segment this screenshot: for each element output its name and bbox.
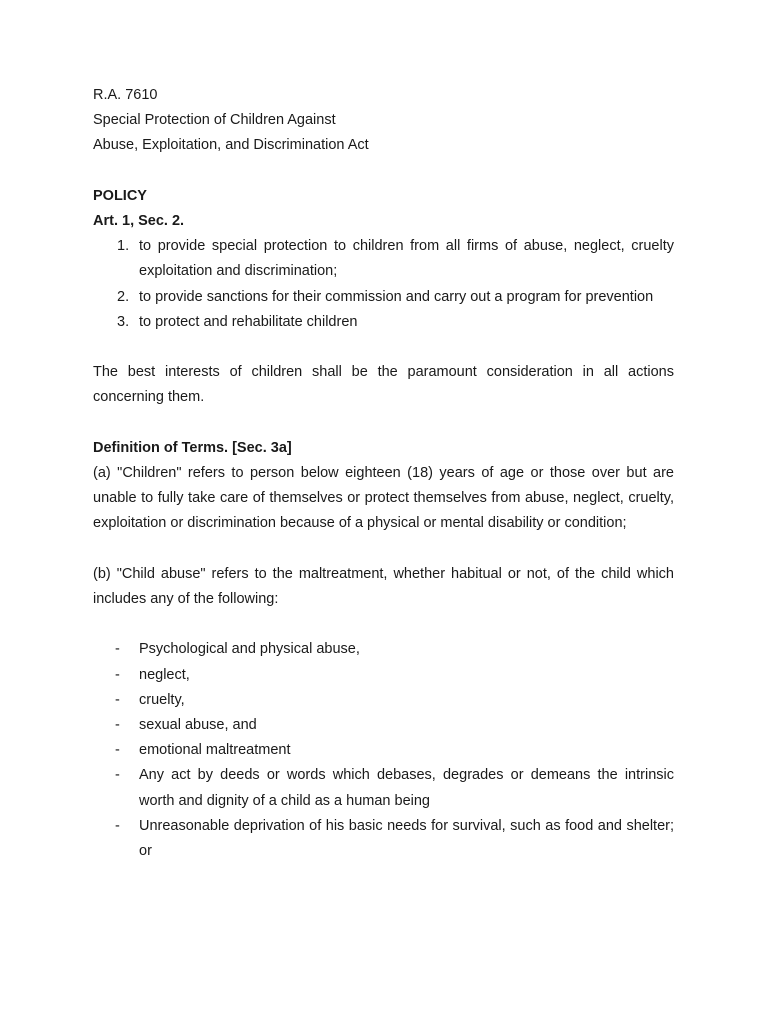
- dash-bullet: -: [115, 767, 120, 784]
- abuse-list-item: [93, 713, 674, 738]
- title-line-2: Abuse, Exploitation, and Discrimination Act: [93, 137, 369, 154]
- abuse-list-item-text: cruelty,: [139, 691, 185, 708]
- abuse-list-item: [93, 814, 674, 864]
- definition-children: (a) "Children" refers to person below eighteen (18) years of age or those over but are unable to fully take care of themselves or protect themselves from abuse, neglect, cruelty, exploitation or discrimination because of a physical or mental disability or condition;: [93, 465, 674, 532]
- policy-item-text: to provide special protection to children from all firms of abuse, neglect, cruelty exploitation and discrimination;: [139, 238, 674, 280]
- policy-item-number: 2.: [117, 288, 130, 305]
- title-line-1: Special Protection of Children Against: [93, 112, 336, 129]
- abuse-list-item: [93, 688, 674, 713]
- spacer: [93, 612, 674, 637]
- abuse-list-item-text: neglect,: [139, 666, 190, 683]
- policy-item: [93, 310, 674, 335]
- abuse-list-item-text: sexual abuse, and: [139, 717, 257, 733]
- spacer: [93, 537, 674, 562]
- spacer: [93, 159, 674, 184]
- abuse-list-item-text: Any act by deeds or words which debases, degrades or demeans the intrinsic worth and dignity of a child as a human being: [139, 767, 674, 809]
- abuse-list-item: [93, 663, 674, 688]
- policy-list: [93, 234, 674, 335]
- dash-bullet: -: [115, 742, 120, 759]
- policy-heading: POLICY: [93, 187, 147, 204]
- dash-bullet: -: [115, 666, 120, 683]
- dash-bullet: -: [115, 817, 120, 834]
- definition-child-abuse: (b) "Child abuse" refers to the maltreatment, whether habitual or not, of the child which includes any of the following:: [93, 565, 674, 607]
- definitions-heading: Definition of Terms. [Sec. 3a]: [93, 439, 292, 456]
- policy-item: [93, 234, 674, 284]
- abuse-list: [93, 637, 674, 864]
- policy-statement: The best interests of children shall be the paramount consideration in all actions concerning them.: [93, 364, 674, 406]
- abuse-list-item: [93, 738, 674, 763]
- policy-item-text: to protect and rehabilitate children: [139, 313, 358, 330]
- spacer: [93, 411, 674, 436]
- dash-bullet: -: [115, 641, 120, 658]
- policy-item-number: 3.: [117, 313, 130, 330]
- spacer: [93, 335, 674, 360]
- dash-bullet: -: [115, 691, 120, 708]
- policy-item-number: 1.: [117, 238, 130, 255]
- abuse-list-item: [93, 763, 674, 813]
- dash-bullet: -: [115, 717, 120, 733]
- document-page: [93, 83, 674, 864]
- policy-item-text: to provide sanctions for their commission and carry out a program for prevention: [139, 288, 654, 305]
- abuse-list-item-text: Psychological and physical abuse,: [139, 641, 360, 658]
- ra-number: R.A. 7610: [93, 87, 158, 103]
- abuse-list-item-text: Unreasonable deprivation of his basic needs for survival, such as food and shelter; or: [139, 817, 674, 860]
- abuse-list-item: [93, 637, 674, 662]
- policy-item: [93, 285, 674, 310]
- abuse-list-item-text: emotional maltreatment: [139, 742, 291, 759]
- policy-article: Art. 1, Sec. 2.: [93, 213, 185, 229]
